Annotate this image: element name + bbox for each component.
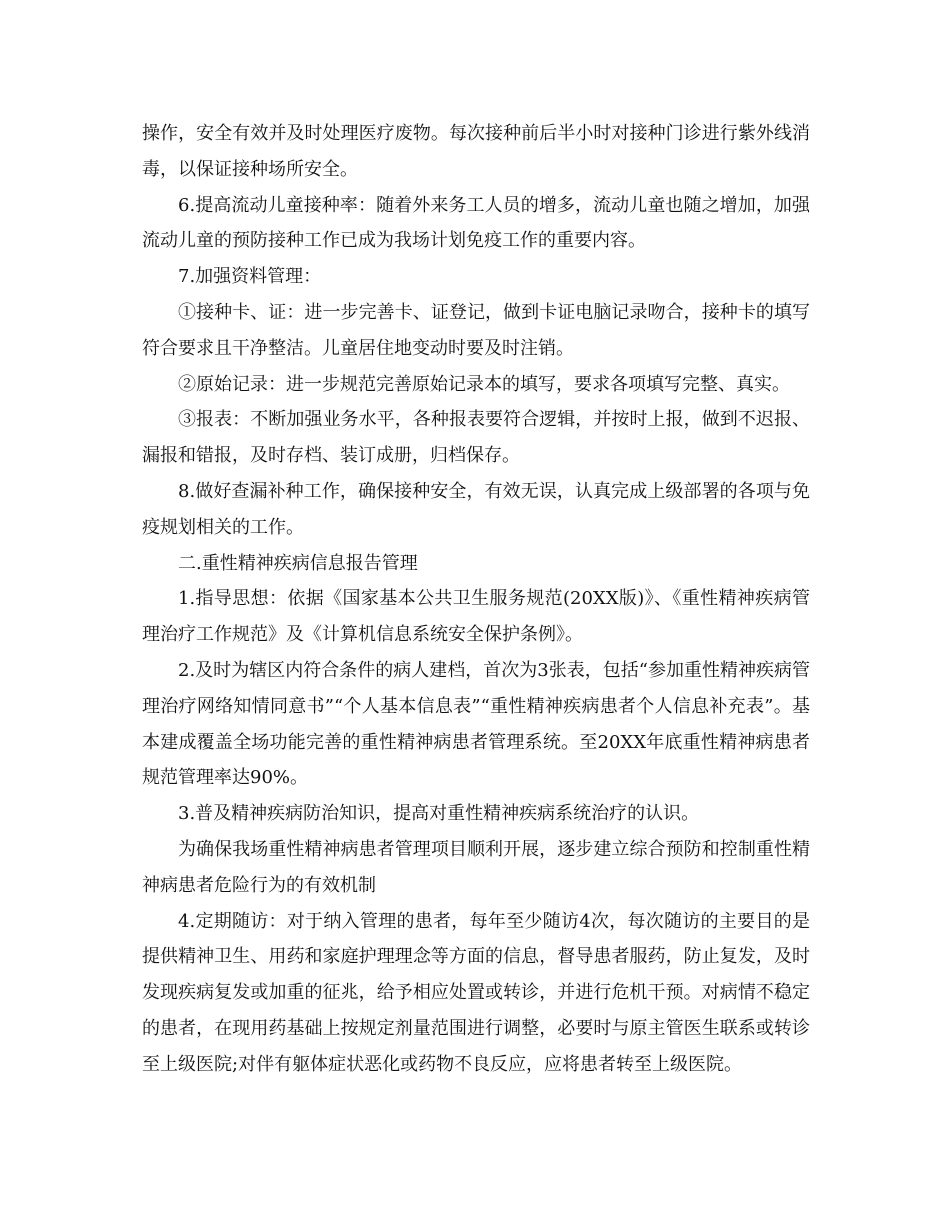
paragraph-2: 6.提高流动儿童接种率：随着外来务工人员的增多，流动儿童也随之增加，加强流动儿童的预防接种工作已成为我场计划免疫工作的重要内容。 [142, 194, 810, 252]
paragraph-9: 1.指导思想：依据《国家基本公共卫生服务规范(20XX版)》、《重性精神疾病管理治疗工作规范》及《计算机信息系统安全保护条例》。 [142, 588, 810, 646]
paragraph-5: ②原始记录：进一步规范完善原始记录本的填写，要求各项填写完整、真实。 [178, 373, 790, 395]
paragraph-1: 操作，安全有效并及时处理医疗废物。每次接种前后半小时对接种门诊进行紫外线消毒，以保证接种场所安全。 [142, 123, 810, 180]
document-body [142, 116, 810, 1083]
paragraph-11: 3.普及精神疾病防治知识，提高对重性精神疾病系统治疗的认识。 [178, 803, 700, 825]
paragraph-12: 为确保我场重性精神病患者管理项目顺利开展，逐步建立综合预防和控制重性精神病患者危险行为的有效机制 [142, 838, 810, 896]
paragraph-10: 2.及时为辖区内符合条件的病人建档，首次为3张表，包括“参加重性精神疾病管理治疗网络知情同意书”“个人基本信息表”“重性精神疾病患者个人信息补充表”。基本建成覆盖全场功能完善的重性精神病患者管理系统。至20XX年底重性精神病患者规范管理率达90%。 [142, 659, 810, 789]
section-heading: 二.重性精神疾病信息报告管理 [178, 552, 418, 574]
paragraph-4: ①接种卡、证：进一步完善卡、证登记，做到卡证电脑记录吻合，接种卡的填写符合要求且干净整洁。儿童居住地变动时要及时注销。 [142, 301, 810, 359]
paragraph-3: 7.加强资料管理： [178, 266, 322, 288]
paragraph-6: ③报表：不断加强业务水平，各种报表要符合逻辑，并按时上报，做到不迟报、漏报和错报，及时存档、装订成册，归档保存。 [142, 409, 810, 467]
paragraph-13: 4.定期随访：对于纳入管理的患者，每年至少随访4次，每次随访的主要目的是提供精神卫生、用药和家庭护理理念等方面的信息，督导患者服药，防止复发，及时发现疾病复发或加重的征兆，给予相应处置或转诊，并进行危机干预。对病情不稳定的患者，在现用药基础上按规定剂量范围进行调整，必要时与原主管医生联系或转诊至上级医院;对伴有躯体症状恶化或药物不良反应，应将患者转至上级医院。 [142, 910, 810, 1075]
paragraph-7: 8.做好查漏补种工作，确保接种安全，有效无误，认真完成上级部署的各项与免疫规划相关的工作。 [142, 480, 810, 538]
